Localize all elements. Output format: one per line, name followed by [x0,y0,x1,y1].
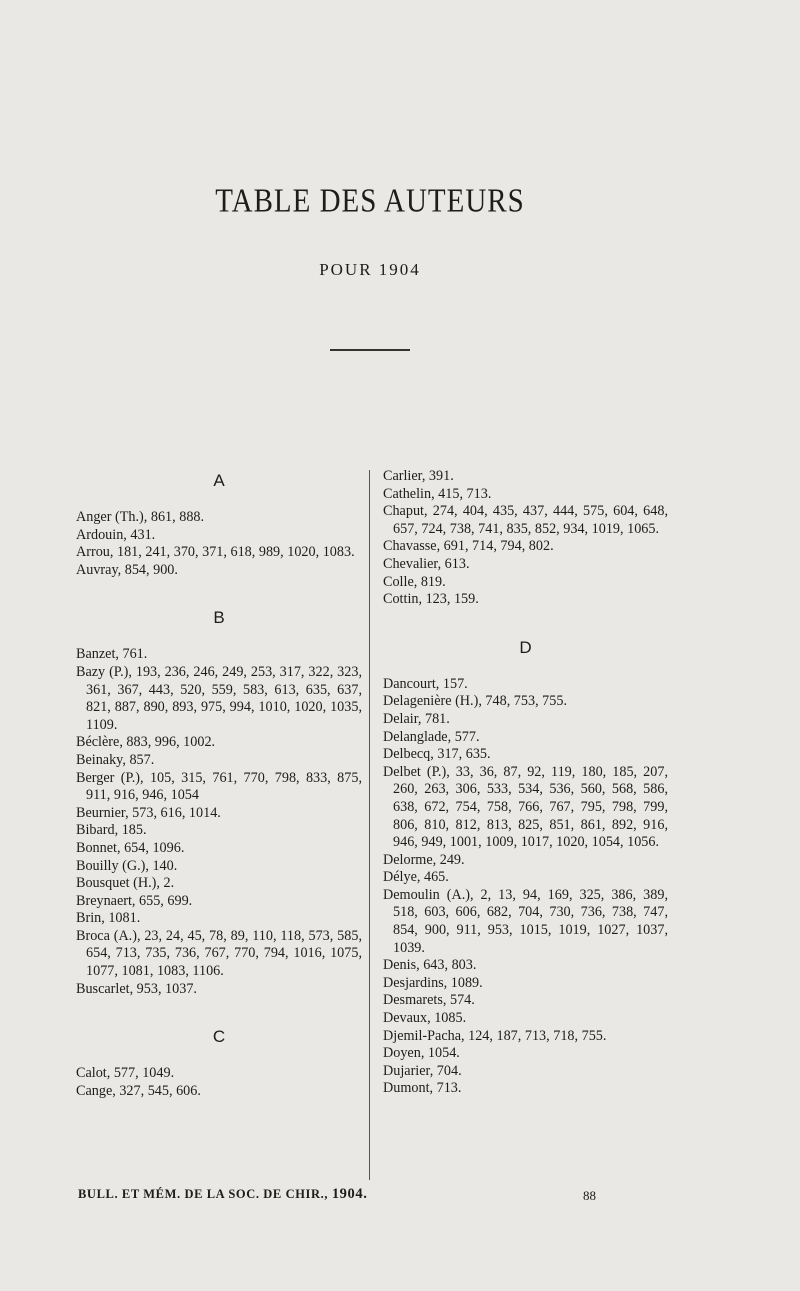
author-entry: Delagenière (H.), 748, 753, 755. [383,693,567,710]
author-entry: Desmarets, 574. [383,992,475,1009]
author-entry: Dancourt, 157. [383,675,468,692]
author-entry: Chaput, 274, 404, 435, 437, 444, 575, 604, 648, 657, 724, 738, 741, 835, 852, 934, 1019, 1065. [383,503,668,537]
section-letter: A [213,471,225,490]
author-entry: Delbecq, 317, 635. [383,746,491,763]
footer-journal-title: BULL. ET MÉM. DE LA SOC. DE CHIR., [78,1187,329,1201]
page-subtitle: POUR 1904 [319,260,421,279]
author-entry: Délye, 465. [383,869,449,886]
author-entry: Bazy (P.), 193, 236, 246, 249, 253, 317, 322, 323, 361, 367, 443, 520, 559, 583, 613, 635, 637, 821, 887, 890, 893, 975, 994, 1010, 1020, 1035, 1109. [76,663,362,733]
index-section [76,472,362,579]
author-entry: Arrou, 181, 241, 370, 371, 618, 989, 1020, 1083. [76,544,355,561]
author-entry: Demoulin (A.), 2, 13, 94, 169, 325, 386, 389, 518, 603, 606, 682, 704, 730, 736, 738, 747, 854, 900, 911, 953, 1015, 1019, 1027, 1037, 1039. [383,886,668,956]
index-section [383,468,668,609]
index-section [383,639,668,1098]
page-number: 88 [583,1188,596,1203]
author-entry: Calot, 577, 1049. [76,1065,175,1082]
author-entry: Delorme, 249. [383,851,465,868]
footer-journal [78,1186,367,1203]
section-letter: C [212,1027,226,1047]
author-entry: Cathelin, 415, 713. [383,485,492,502]
author-entry: Banzet, 761. [76,646,148,663]
author-entry: Dumont, 713. [383,1080,462,1097]
author-entry: Berger (P.), 105, 315, 761, 770, 798, 833, 875, 911, 916, 946, 1054 [76,769,362,804]
index-section [76,1028,362,1100]
section-letter: B [213,608,225,628]
author-entry: Chavasse, 691, 714, 794, 802. [383,538,554,555]
author-entry: Anger (Th.), 861, 888. [76,509,205,525]
author-entry: Colle, 819. [383,573,446,590]
author-entry: Brin, 1081. [76,910,141,927]
page-title: TABLE DES AUTEURS [215,182,525,220]
author-entry: Beurnier, 573, 616, 1014. [76,804,221,821]
author-entry: Djemil-Pacha, 124, 187, 713, 718, 755. [383,1027,607,1044]
author-entry: Cottin, 123, 159. [383,591,479,608]
author-entry: Auvray, 854, 900. [76,561,178,578]
author-entry: Desjardins, 1089. [383,974,483,991]
right-column [383,468,668,1128]
author-entry: Bouilly (G.), 140. [76,857,178,874]
footer-year: 1904. [331,1186,368,1202]
author-entry: Doyen, 1054. [383,1045,460,1062]
author-entry: Breynaert, 655, 699. [76,892,193,909]
author-entry: Beinaky, 857. [76,751,155,768]
column-divider [369,470,370,1180]
left-column [76,468,362,1130]
author-entry: Delbet (P.), 33, 36, 87, 92, 119, 180, 185, 207, 260, 263, 306, 533, 534, 536, 560, 568, 586, 638, 672, 754, 758, 766, 767, 795, 798, 799, 806, 810, 812, 813, 825, 851, 861, 892, 916, 946, 949, 1001, 1009, 1017, 1020, 1054, 1056. [383,763,668,851]
author-entry: Broca (A.), 23, 24, 45, 78, 89, 110, 118, 573, 585, 654, 713, 735, 736, 767, 770, 794, 1016, 1075, 1077, 1081, 1083, 1106. [76,927,362,980]
author-entry: Bibard, 185. [76,822,147,839]
author-entry: Bonnet, 654, 1096. [76,839,185,856]
author-entry: Dujarier, 704. [383,1062,462,1079]
author-entry: Bousquet (H.), 2. [76,875,175,892]
author-entry: Cange, 327, 545, 606. [76,1082,201,1099]
author-entry: Denis, 643, 803. [383,957,477,974]
author-entry: Carlier, 391. [383,468,454,484]
author-entry: Ardouin, 431. [76,526,156,543]
title-rule [330,349,410,351]
index-section [76,609,362,998]
author-entry: Devaux, 1085. [383,1010,467,1027]
author-entry: Buscarlet, 953, 1037. [76,980,197,997]
author-entry: Chevalier, 613. [383,555,470,572]
author-entry: Delair, 781. [383,710,450,727]
author-entry: Béclère, 883, 996, 1002. [76,734,216,751]
author-entry: Delanglade, 577. [383,728,480,745]
section-letter: D [519,637,532,657]
